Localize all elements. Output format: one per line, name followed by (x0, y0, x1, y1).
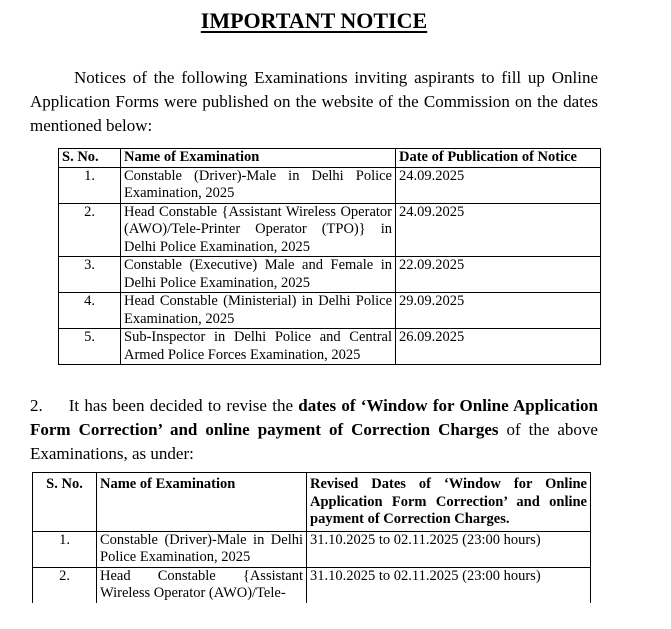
revision-paragraph (30, 394, 598, 466)
cell-revised-dates: 31.10.2025 to 02.11.2025 (23:00 hours) (307, 567, 591, 603)
col-header-date: Date of Publication of Notice (396, 149, 601, 168)
table-row (33, 531, 591, 567)
cell-date: 24.09.2025 (396, 167, 601, 203)
cell-date: 29.09.2025 (396, 293, 601, 329)
cell-sno: 2. (33, 567, 97, 603)
col-header-revised-dates: Revised Dates of ‘Window for Online Application Form Correction’ and online payment of Correction Charges. (307, 473, 591, 532)
cell-exam-name: Head Constable {Assistant Wireless Operator (AWO)/Tele- (97, 567, 307, 603)
revision-text-bold: dates of ‘Window for Online Application Form Correction’ and online payment of Correction Charges (30, 396, 598, 439)
intro-text: Notices of the following Examinations inviting aspirants to fill up Online Application Forms were published on the website of the Commission on the dates mentioned below: (30, 68, 598, 135)
cell-sno: 4. (59, 293, 121, 329)
cell-sno: 5. (59, 329, 121, 365)
cell-exam-name: Constable (Executive) Male and Female in Delhi Police Examination, 2025 (121, 257, 396, 293)
table-row (59, 293, 601, 329)
page-title: IMPORTANT NOTICE (200, 8, 428, 33)
table-header-row (59, 149, 601, 168)
intro-paragraph (30, 66, 598, 138)
table-row (59, 203, 601, 257)
table-header-row (33, 473, 591, 532)
cell-revised-dates: 31.10.2025 to 02.11.2025 (23:00 hours) (307, 531, 591, 567)
cell-sno: 3. (59, 257, 121, 293)
revision-text-a: It has been decided to revise the (68, 396, 299, 415)
cell-exam-name: Constable (Driver)-Male in Delhi Police Examination, 2025 (121, 167, 396, 203)
cell-exam-name: Head Constable {Assistant Wireless Operator (AWO)/Tele-Printer Operator (TPO)} in Delhi Police Examination, 2025 (121, 203, 396, 257)
table-row (59, 329, 601, 365)
cell-date: 26.09.2025 (396, 329, 601, 365)
cell-sno: 1. (33, 531, 97, 567)
col-header-sno: S. No. (59, 149, 121, 168)
revised-dates-table (32, 472, 591, 603)
col-header-name: Name of Examination (97, 473, 307, 532)
revision-text-b: of the above Examinations, as under: (30, 420, 598, 463)
paragraph-number: 2. (30, 396, 43, 415)
cell-sno: 1. (59, 167, 121, 203)
notice-publication-table (58, 148, 601, 365)
table-row (59, 257, 601, 293)
cell-exam-name: Head Constable (Ministerial) in Delhi Police Examination, 2025 (121, 293, 396, 329)
cell-date: 24.09.2025 (396, 203, 601, 257)
cell-exam-name: Constable (Driver)-Male in Delhi Police Examination, 2025 (97, 531, 307, 567)
cell-sno: 2. (59, 203, 121, 257)
table-row (59, 167, 601, 203)
cell-exam-name: Sub-Inspector in Delhi Police and Central Armed Police Forces Examination, 2025 (121, 329, 396, 365)
col-header-name: Name of Examination (121, 149, 396, 168)
cell-date: 22.09.2025 (396, 257, 601, 293)
table-row (33, 567, 591, 603)
col-header-sno: S. No. (33, 473, 97, 532)
